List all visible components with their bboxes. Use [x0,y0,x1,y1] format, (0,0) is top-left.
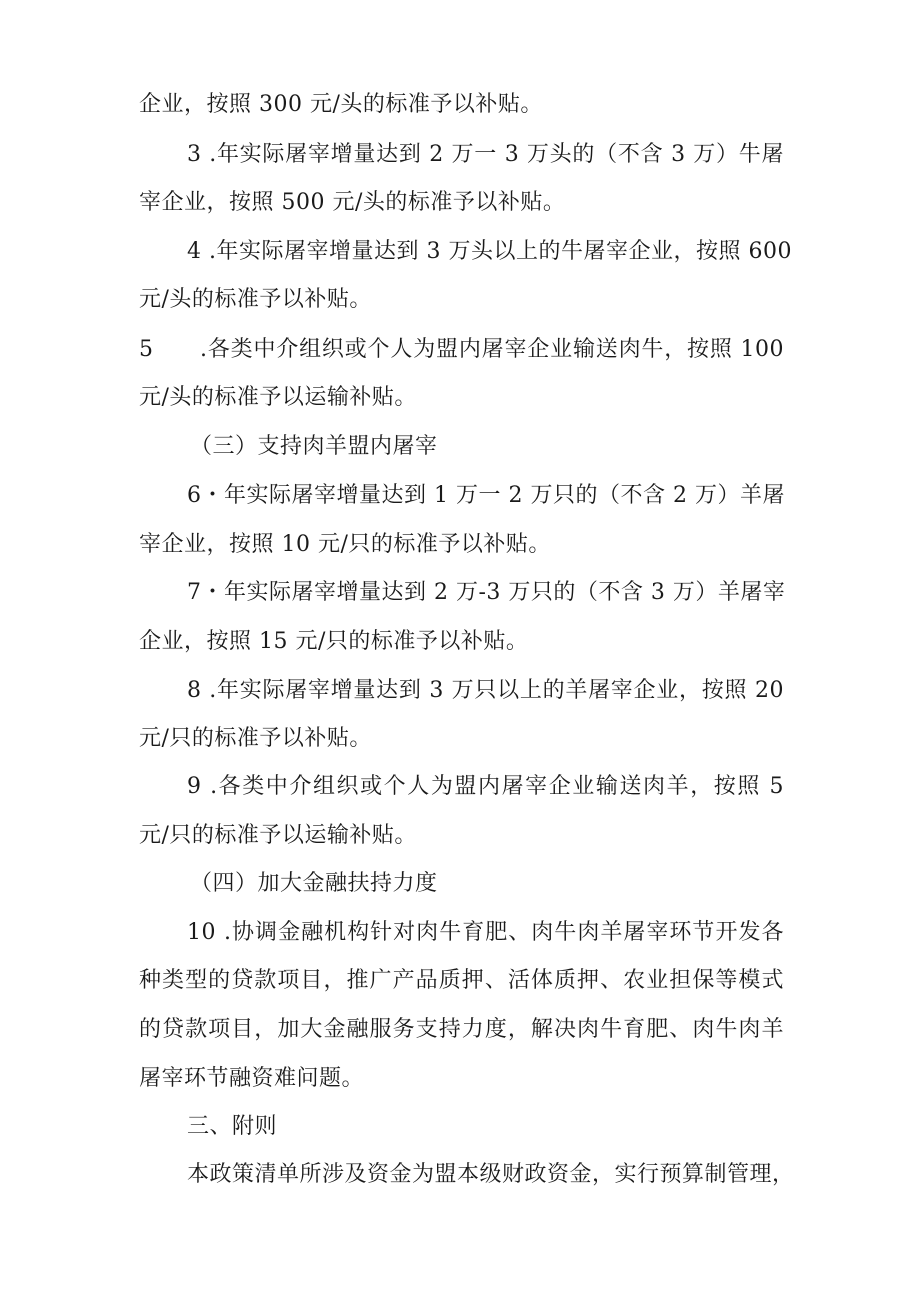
text-line: 8 .年实际屠宰增量达到 3 万只以上的羊屠宰企业，按照 20 [187,678,784,703]
text-line: 9 .各类中介组织或个人为盟内屠宰企业输送肉羊，按照 5 [187,774,784,799]
text-line: 种类型的贷款项目，推广产品质押、活体质押、农业担保等模式 [139,968,784,993]
text-line: 元/头的标准予以运输补贴。 [139,385,417,410]
text-line: 元/头的标准予以补贴。 [139,287,372,312]
text-line: 3 .年实际屠宰增量达到 2 万一 3 万头的（不含 3 万）牛屠 [187,142,784,167]
text-line: 10 .协调金融机构针对肉牛育肥、肉牛肉羊屠宰环节开发各 [187,920,784,945]
text-line: 企业，按照 15 元/只的标准予以补贴。 [139,629,529,654]
text-line: 企业，按照 300 元/头的标准予以补贴。 [139,92,543,117]
text-line: 4 .年实际屠宰增量达到 3 万头以上的牛屠宰企业，按照 600 [187,239,792,264]
text-line: .各类中介组织或个人为盟内屠宰企业输送肉牛，按照 100 [200,337,784,362]
text-line: 宰企业，按照 10 元/只的标准予以补贴。 [139,532,551,557]
section-heading: （四）加大金融扶持力度 [190,871,438,896]
section-heading: 三、附则 [187,1114,278,1139]
text-line: 屠宰环节融资难问题。 [139,1066,365,1091]
text-line: 的贷款项目，加大金融服务支持力度，解决肉牛育肥、肉牛肉羊 [139,1017,784,1042]
text-line: 5 [139,337,154,362]
text-line: 7・年实际屠宰增量达到 2 万-3 万只的（不含 3 万）羊屠宰 [187,580,786,605]
text-line: 宰企业，按照 500 元/头的标准予以补贴。 [139,190,566,215]
text-line: 元/只的标准予以运输补贴。 [139,823,417,848]
section-heading: （三）支持肉羊盟内屠宰 [190,434,438,459]
text-line: 元/只的标准予以补贴。 [139,726,372,751]
text-line: 6・年实际屠宰增量达到 1 万一 2 万只的（不含 2 万）羊屠 [187,483,785,508]
text-line: 本政策清单所涉及资金为盟本级财政资金，实行预算制管理， [187,1162,795,1187]
